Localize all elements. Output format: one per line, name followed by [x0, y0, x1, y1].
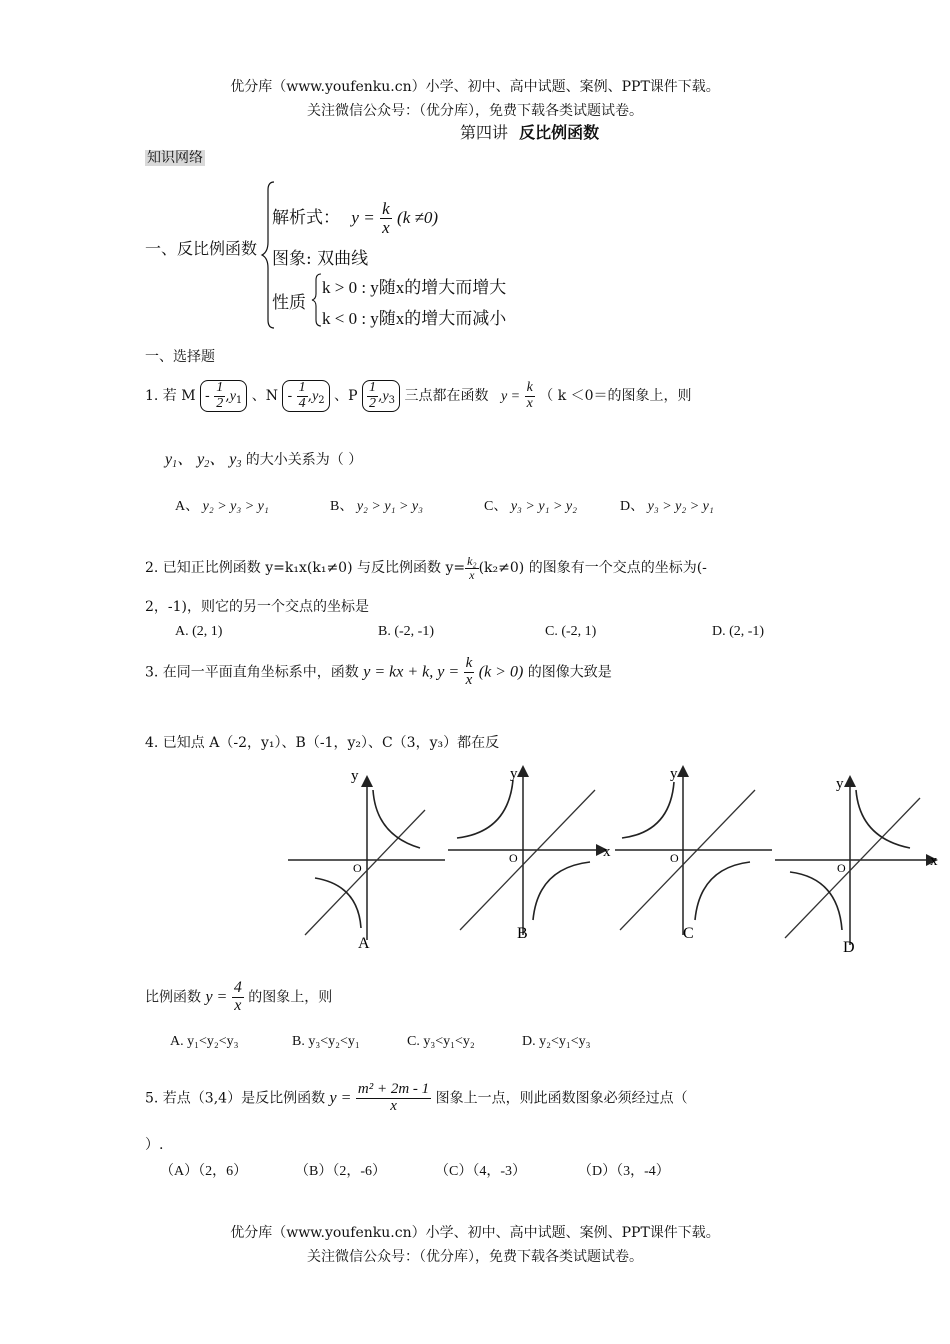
q2-option-a[interactable]: A. (2, 1): [175, 624, 223, 639]
q1-option-d[interactable]: D、 y₃ > y₂ > y₁: [620, 499, 714, 514]
graphs-panel: [280, 760, 950, 960]
graph-a[interactable]: [288, 768, 445, 952]
q5-option-b[interactable]: （B）（2，-6）: [295, 1164, 386, 1179]
q2-option-b[interactable]: B. (-2, -1): [378, 624, 434, 639]
network-graph: 图象: 双曲线: [272, 249, 369, 269]
title-main: 反比例函数: [519, 123, 600, 142]
graph-c-origin: O: [670, 851, 679, 865]
q5-option-c[interactable]: （C）（4，-3）: [435, 1164, 526, 1179]
q2-option-d[interactable]: D. (2, -1): [712, 624, 765, 639]
network-expression: [272, 200, 438, 237]
graph-b-origin: O: [509, 851, 518, 865]
graph-a-y-label: y: [351, 768, 359, 784]
footer-line-2: 关注微信公众号：（优分库），免费下载各类试题试卷。: [307, 1249, 643, 1265]
question-3: 3. 在同一平面直角坐标系中，函数 y = kx + k, y = $\frac{k}{x}$ (k > 0) 的图像大致是: [145, 655, 612, 688]
graph-b-y-label: y: [510, 766, 518, 782]
q4-option-a[interactable]: A. y₁<y₂<y₃: [170, 1034, 239, 1049]
network-property-2: k < 0 : y随x的增大而减小: [322, 309, 507, 328]
point-n: - $\frac{1}{4}$ $,y_2$: [282, 380, 329, 412]
question-2-line-2: 2，-1)，则它的另一个交点的坐标是: [145, 599, 370, 615]
question-5: 5. 若点（3,4）是反比例函数 y = $\frac{\text{m² + 2m - 1}}{x}$ 图象上一点，则此函数图象必须经过点（: [145, 1081, 688, 1114]
q2-option-c[interactable]: C. (-2, 1): [545, 624, 597, 639]
q1-option-c[interactable]: C、 y₃ > y₁ > y₂: [484, 499, 577, 514]
question-1: 1. 若 M - $\frac{1}{2}$ $,y_1$ 、N - $\frac{1}{4}$ $,y_2$ 、P $\frac{1}{2}$ $,y_3$ 三点都在函数 y = $\frac{k}{x}$ （ k ＜0＝的图象上，则: [145, 380, 692, 411]
point-m: - $\frac{1}{2}$ $,y_1$: [200, 380, 247, 412]
question-4-line-2: 比例函数 y = $\frac{4}{x}$ 的图象上，则: [145, 979, 333, 1014]
graph-c[interactable]: [615, 766, 772, 942]
network-root: 一、反比例函数: [145, 239, 258, 258]
footer-line-1: 优分库（www.youfenku.cn）小学、初中、高中试题、案例、PPT课件下载。: [230, 1225, 720, 1241]
expr-y: y =: [351, 207, 375, 227]
page-title: [460, 120, 599, 143]
header-line-2: 关注微信公众号：（优分库），免费下载各类试题试卷。: [307, 103, 643, 119]
expr-fraction: $\frac{k}{x}$: [382, 199, 390, 237]
network-property-1: k > 0 : y随x的增大而增大: [322, 278, 507, 297]
graph-b[interactable]: [448, 766, 611, 942]
q1-option-a[interactable]: A、 y₂ > y₃ > y₁: [175, 499, 269, 514]
question-2: 2. 已知正比例函数 y=k₁x(k₁≠0) 与反比例函数 y= $\frac{\text{k₂}}{x}$ (k₂≠0) 的图象有一个交点的坐标为(-: [145, 554, 707, 582]
header-line-1: 优分库（www.youfenku.cn）小学、初中、高中试题、案例、PPT课件下载。: [230, 79, 720, 95]
expr-label: 解析式：: [272, 207, 340, 228]
graph-d[interactable]: [775, 776, 938, 956]
section-heading: 一、选择题: [145, 349, 215, 365]
graph-b-x-label: x: [603, 844, 611, 860]
graph-d-label: D: [843, 939, 855, 956]
expr-condition: (k ≠0): [397, 207, 438, 227]
graph-a-origin: O: [353, 861, 362, 875]
knowledge-label: 知识网络: [147, 150, 203, 166]
q1-function-fraction: $\frac{k}{x}$: [526, 380, 533, 411]
q4-option-c[interactable]: C. y₃<y₁<y₂: [407, 1034, 475, 1049]
question-4: 4. 已知点 A（-2，y₁）、B（-1，y₂）、C（3，y₃）都在反: [145, 735, 500, 751]
graph-a-label: A: [358, 935, 370, 952]
graph-d-y-label: y: [836, 776, 844, 792]
q4-option-b[interactable]: B. y₃<y₂<y₁: [292, 1034, 360, 1049]
graph-d-x-label: x: [930, 853, 938, 869]
point-p: $\frac{1}{2}$ $,y_3$: [362, 380, 400, 412]
graph-d-origin: O: [837, 861, 846, 875]
network-property-label: 性质: [272, 293, 306, 313]
graph-c-y-label: y: [670, 766, 678, 782]
q4-option-d[interactable]: D. y₂<y₁<y₃: [522, 1034, 591, 1049]
q5-option-a[interactable]: （A）（2，6）: [160, 1164, 248, 1179]
question-1-line-2: $y_1$、 $y_2$、 $y_3$ 的大小关系为（ ）: [165, 451, 363, 470]
title-prefix: 第四讲: [460, 123, 509, 142]
question-5-line-2: ）.: [145, 1137, 164, 1153]
q5-option-d[interactable]: （D）（3，-4）: [578, 1164, 670, 1179]
graph-c-label: C: [683, 925, 694, 942]
q1-option-b[interactable]: B、 y₂ > y₁ > y₃: [330, 499, 423, 514]
graph-b-label: B: [517, 925, 528, 942]
